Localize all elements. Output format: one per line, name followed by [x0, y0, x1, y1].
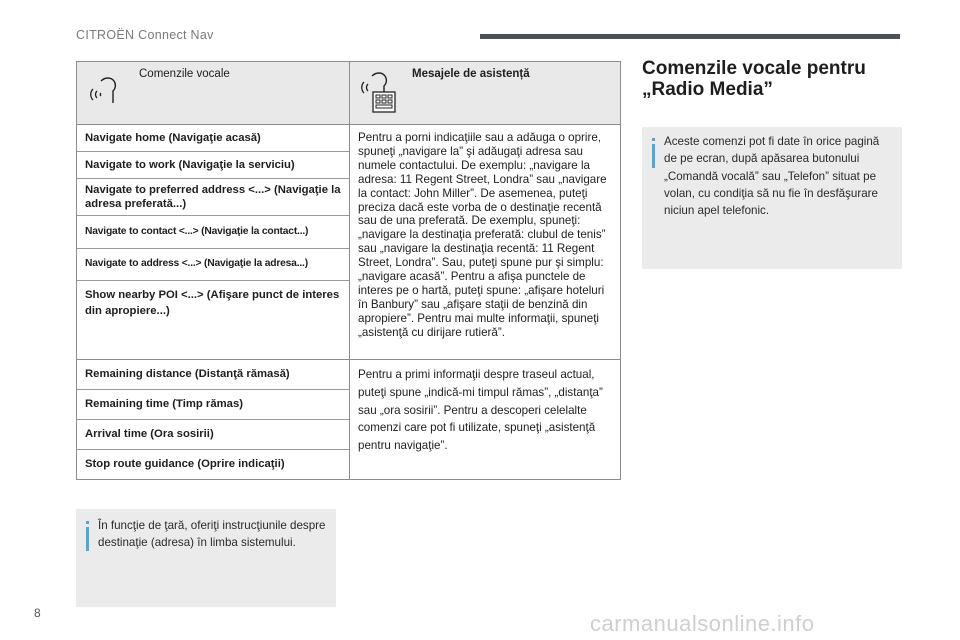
document-header-title: CITROËN Connect Nav	[76, 28, 214, 42]
command-navigate-address: Navigate to address <...> (Navigaţie la adresa...)	[77, 249, 349, 281]
messages-header-cell	[350, 62, 621, 125]
command-remaining-time: Remaining time (Timp rămas)	[77, 390, 349, 420]
voice-command-icon	[89, 75, 119, 109]
command-stop-guidance: Stop route guidance (Oprire indicaţii)	[85, 458, 285, 470]
command-navigate-home: Navigate home (Navigaţie acasă)	[77, 125, 349, 152]
info-bar	[86, 527, 89, 551]
voice-keyboard-icon	[360, 70, 398, 116]
watermark: carmanualsonline.info	[590, 611, 815, 636]
info-icon	[652, 138, 655, 141]
note-right	[642, 127, 902, 269]
command-navigate-preferred: Navigate to preferred address <...> (Navigaţie la adresa preferată...)	[77, 179, 349, 216]
info-icon	[86, 521, 89, 524]
group2-commands-cell	[77, 360, 350, 480]
commands-header-cell	[77, 62, 350, 125]
page-number: 8	[34, 606, 41, 620]
note-right-text: Aceste comenzi pot fi date în orice pagină de pe ecran, după apăsarea butonului „Comandă vocală” sau „Telefon” situat pe volan, cu condiţia să nu fie în desfăşurare niciun apel telefonic.	[664, 135, 880, 218]
group2-message: Pentru a primi informaţii despre traseul actual, puteţi spune „indică-mi timpul rămas”, „distanţa” sau „ora sosirii”. Pentru a descoperi celelalte comenzi care pot fi utilizate, spuneţi „asistenţă pentru navigaţie”.	[358, 368, 603, 453]
command-show-poi: Show nearby POI <...> (Afişare punct de interes din apropiere...)	[85, 289, 340, 317]
header-bar	[480, 34, 900, 39]
info-bar	[652, 144, 655, 168]
group1-message: Pentru a porni indicaţiile sau a adăuga o oprire, spuneţi „navigare la” şi adăugaţi adresa sau numele contactului. De exemplu: „navigare la adresa: 11 Regent Street, Londra” sau „navigare la contact: John Miller”. De asemenea, puteţi preciza dacă este vorba de o destinaţie recentă sau de una preferată. De exemplu, spuneţi: „navigare la destinaţia preferată: clubul de tenis” sau „navigare la destinaţia recentă: 11 Regent Street, Londra”. Sau, puteţi spune pur şi simplu: „navigare acasă”. Pentru a afişa punctele de interes pe o hartă, puteţi spune: „afişare hoteluri în Banbury” sau „afişare staţii de benzină din apropiere”. Pentru mai multe informaţii, spuneţi „asistenţă cu dirijare rutieră”.	[358, 131, 607, 339]
section-title: Comenzile vocale pentru „Radio Media”	[642, 58, 866, 100]
commands-column-header: Comenzile vocale	[139, 68, 230, 80]
group2-message-cell	[350, 360, 621, 480]
command-navigate-work: Navigate to work (Navigaţie la serviciu)	[77, 152, 349, 179]
group1-message-cell	[350, 125, 621, 360]
command-navigate-contact: Navigate to contact <...> (Navigaţie la contact...)	[77, 216, 349, 249]
group1-commands-cell	[77, 125, 350, 360]
voice-commands-table	[76, 61, 621, 480]
note-left-text: În funcţie de ţară, oferiţi instrucţiunile despre destinaţie (adresa) în limba sistemului.	[98, 519, 326, 550]
note-left	[76, 509, 336, 607]
messages-column-header: Mesajele de asistență	[412, 68, 530, 80]
command-arrival-time: Arrival time (Ora sosirii)	[77, 420, 349, 450]
command-remaining-distance: Remaining distance (Distanţă rămasă)	[77, 360, 349, 390]
